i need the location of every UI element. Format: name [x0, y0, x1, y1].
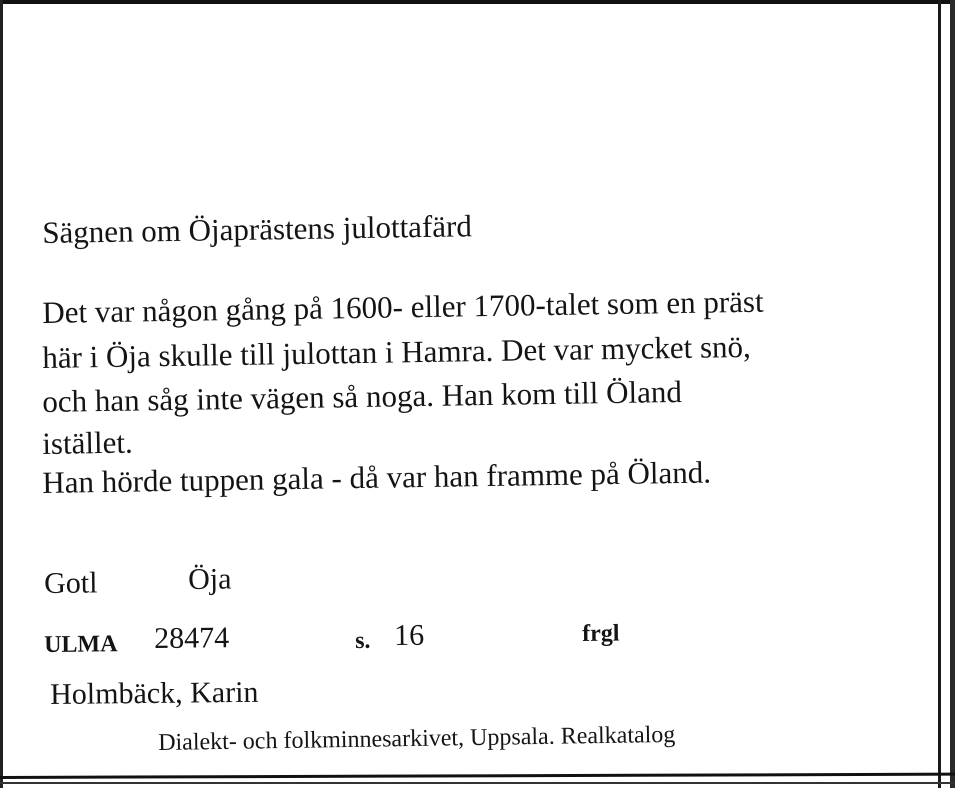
region-label: Gotl [44, 566, 98, 600]
card-left-edge [0, 0, 3, 788]
body-line-2: här i Öja skulle till julottan i Hamra. Det var mycket snö, [42, 328, 751, 375]
card-bottom-edge-secondary [0, 782, 955, 784]
archive-name: Dialekt- och folkminnesarkivet, Uppsala. Realkatalog [158, 721, 676, 756]
card-title: Sägnen om Öjaprästens julottafärd [42, 208, 473, 250]
card-right-edge [938, 0, 941, 788]
card-bottom-edge [0, 773, 955, 779]
card-right-outer-edge [950, 0, 955, 788]
body-line-5: Han hörde tuppen gala - då var han framme på Öland. [42, 454, 712, 500]
card-top-edge [0, 0, 955, 4]
page-number: 16 [394, 618, 425, 652]
body-line-3: och han såg inte vägen så noga. Han kom till Öland [42, 373, 683, 419]
body-line-1: Det var någon gång på 1600- eller 1700-talet som en präst [42, 283, 764, 330]
archive-code: ULMA [44, 631, 118, 658]
page-prefix: s. [355, 627, 371, 654]
informant-name: Holmbäck, Karin [50, 675, 259, 711]
archive-number: 28474 [154, 621, 230, 655]
body-line-4: istället. [42, 424, 133, 461]
category-code: frgl [582, 620, 620, 647]
parish-label: Öja [188, 562, 232, 596]
